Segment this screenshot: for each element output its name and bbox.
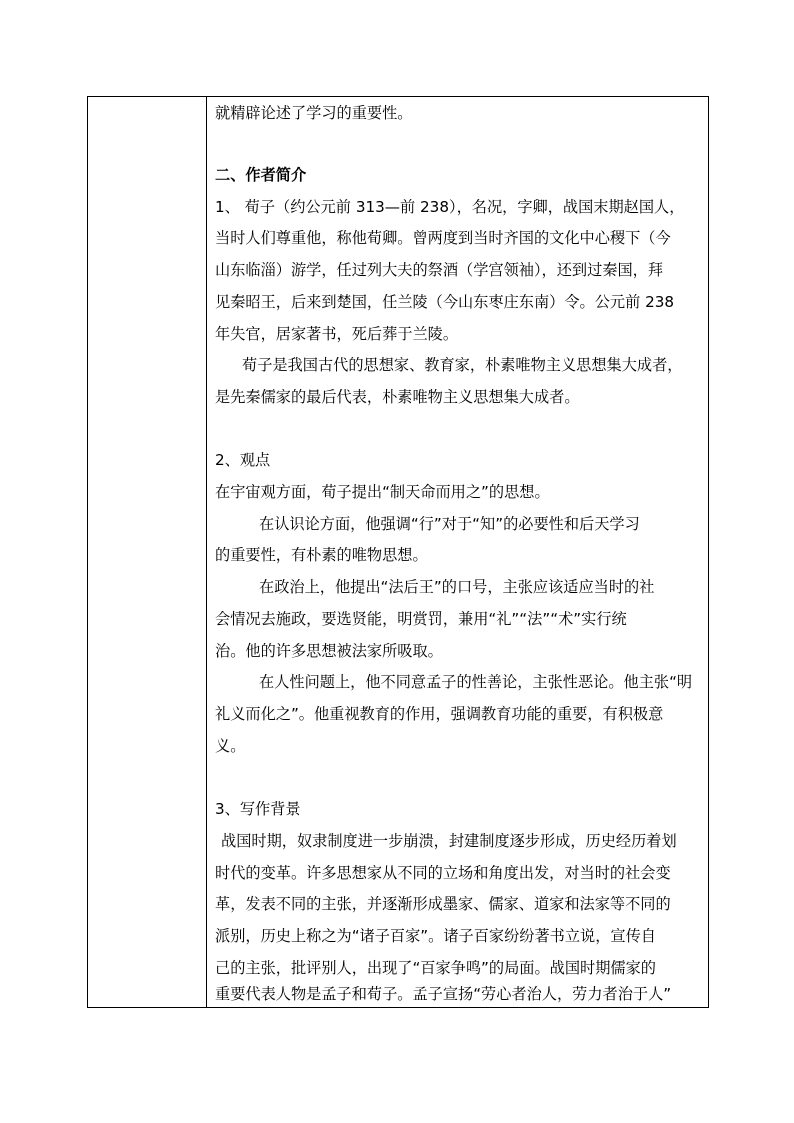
section-heading-viewpoints: 2、观点 (215, 451, 271, 469)
section-heading-background: 3、写作背景 (215, 800, 301, 818)
text-line: 派别，历史上称之为“诸子百家”。诸子百家纷纷著书立说，宣传自 (215, 927, 656, 945)
text-line: 治。他的许多思想被法家所吸取。 (215, 642, 443, 660)
text-line: 重要代表人物是孟子和荀子。孟子宣扬“劳心者治人，劳力者治于人” (215, 985, 672, 1003)
text-line: 义。 (215, 737, 246, 755)
text-line: 会情况去施政，要选贤能，明赏罚，兼用“礼”“法”“术”实行统 (215, 610, 627, 628)
left-column-cell (88, 97, 207, 1007)
text-line: 年失官，居家著书，死后葬于兰陵。 (215, 325, 458, 343)
text-line: 在宇宙观方面，荀子提出“制天命而用之”的思想。 (215, 483, 550, 501)
text-line: 在政治上，他提出“法后王”的口号，主张应该适应当时的社 (259, 578, 655, 596)
section-heading-author: 二、作者简介 (215, 166, 307, 184)
text-line: 1、 荀子（约公元前 313—前 238），名况，字卿，战国末期赵国人， (215, 198, 685, 216)
text-line: 见秦昭王，后来到楚国，任兰陵（今山东枣庄东南）令。公元前 238 (215, 293, 675, 311)
text-line: 的重要性，有朴素的唯物思想。 (215, 546, 428, 564)
text-line: 荀子是我国古代的思想家、教育家，朴素唯物主义思想集大成者， (242, 356, 683, 374)
text-line: 革，发表不同的主张，并逐渐形成墨家、儒家、道家和法家等不同的 (215, 895, 671, 913)
text-line: 山东临淄）游学，任过列大夫的祭酒（学宫领袖），还到过秦国，拜 (215, 261, 664, 279)
right-column-cell (207, 97, 708, 1007)
text-line: 礼义而化之”。他重视教育的作用，强调教育功能的重要，有积极意 (215, 705, 664, 723)
text-line: 在人性问题上，他不同意孟子的性善论，主张性恶论。他主张“明 (259, 673, 693, 691)
text-line: 时代的变革。许多思想家从不同的立场和角度出发，对当时的社会变 (215, 864, 671, 882)
text-line: 是先秦儒家的最后代表，朴素唯物主义思想集大成者。 (215, 388, 580, 406)
text-line: 战国时期，奴隶制度进一步崩溃，封建制度逐步形成，历史经历着划 (221, 832, 677, 850)
text-line: 己的主张，批评别人，出现了“百家争鸣”的局面。战国时期儒家的 (215, 959, 656, 977)
text-line: 当时人们尊重他，称他荀卿。曾两度到当时齐国的文化中心稷下（今 (215, 229, 671, 247)
text-line: 就精辟论述了学习的重要性。 (215, 104, 413, 122)
content-table (87, 96, 709, 1008)
text-line: 在认识论方面，他强调“行”对于“知”的必要性和后天学习 (259, 515, 640, 533)
